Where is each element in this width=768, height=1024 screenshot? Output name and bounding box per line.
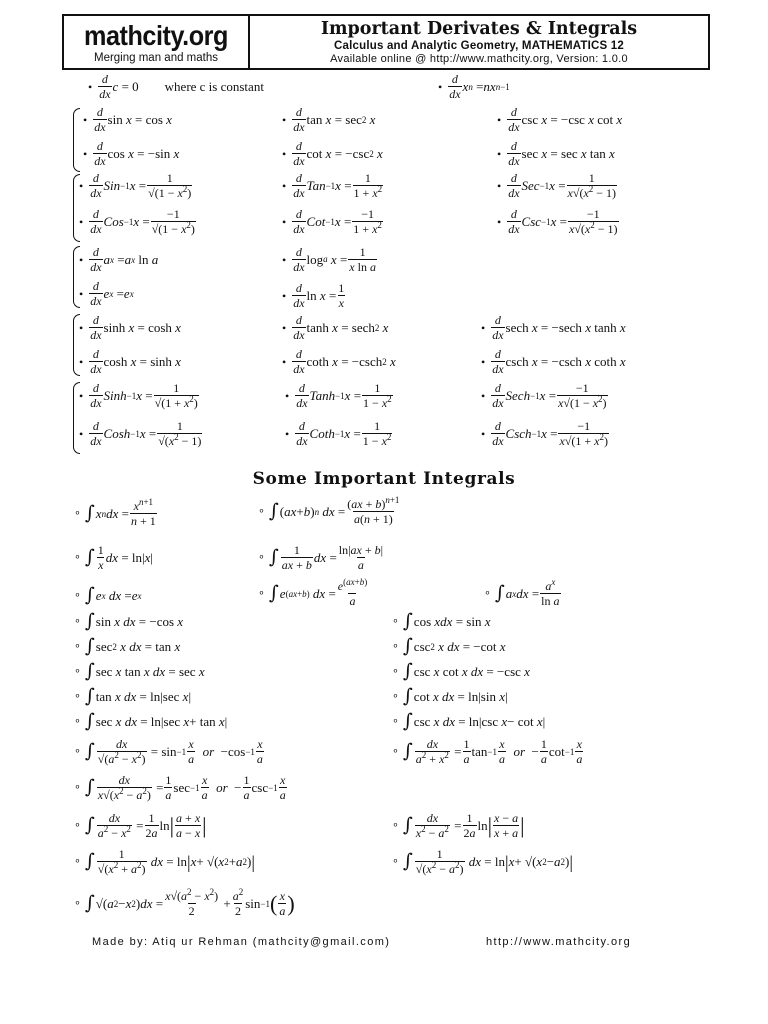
deriv-arcsch: • d dx Csch −1 x = −1 $x√(1 + x^2)$ — [481, 419, 608, 448]
brand-logo[interactable]: mathcity.org — [84, 19, 228, 51]
deriv-cot: • d dx cot x = −csc 2 x — [282, 139, 383, 168]
deriv-csch: • d dx csch x = −csch x coth x — [481, 347, 626, 376]
int-sec2: ∘ ∫ sec 2 x dx = tan x — [74, 635, 181, 657]
deriv-ln: • d dx ln x = 1 x — [282, 281, 345, 310]
int-sectan: ∘ ∫ sec x tan x dx = sec x — [74, 660, 205, 682]
int-tan: ∘ ∫ tan x dx = ln|sec x | — [74, 685, 192, 707]
deriv-arcoth: • d dx Coth −1 x = 1 $1 - x^2$ — [285, 419, 392, 448]
deriv-tanh: • d dx tanh x = sech 2 x — [282, 313, 389, 342]
bracket-trig — [73, 108, 80, 172]
deriv-arccos: • d dx Cos −1 x = −1 $√(1 - x^2)$ — [79, 207, 195, 236]
deriv-constant: • d dx c = 0 where c is constant — [88, 72, 264, 101]
int-arsinh-form: ∘ ∫ 1 $√(x^2 + a^2)$ dx = ln | x + √( x 2 + a 2 ) | — [74, 847, 255, 876]
int-arcsin: ∘ ∫ dx $√(a^2 - x^2)$ = sin −1 x a or −cos −1 x a — [74, 737, 263, 766]
int-sec: ∘ ∫ sec x dx = ln|sec x + tan x | — [74, 710, 228, 732]
deriv-arcsec: • d dx Sec −1 x = 1 $x√(x^2 - 1)$ — [497, 171, 617, 200]
deriv-power: • d dx x n = nx n−1 — [438, 72, 510, 101]
footer-url[interactable]: http://www.mathcity.org — [486, 936, 632, 948]
int-reciprocal: ∘ ∫ 1 x dx = ln| x | — [74, 543, 154, 572]
deriv-arcosh: • d dx Cosh −1 x = 1 $√(x^2 - 1)$ — [79, 419, 202, 448]
deriv-ax: • d dx a x = a x ln a — [79, 245, 159, 274]
or-word: or — [216, 780, 228, 795]
int-power: ∘ ∫ x n dx = $x^{n+1}$ n + 1 — [74, 497, 156, 528]
int-csccot: ∘ ∫ csc x cot x dx = −csc x — [392, 660, 530, 682]
or-word: or — [513, 744, 526, 759]
page-subtitle: Calculus and Analytic Geometry, MATHEMATICS 12 — [334, 39, 624, 52]
deriv-arccot: • d dx Cot −1 x = −1 $1 + x^2$ — [282, 207, 382, 236]
deriv-sin: • d dx sin x = cos x — [83, 105, 172, 134]
title-block — [250, 16, 708, 68]
int-x2-minus-a2: ∘ ∫ dx $x^2 - a^2$ = 1 2a ln | x − a x + a | — [392, 811, 525, 840]
deriv-arsech: • d dx Sech −1 x = −1 $x√(1 - x^2)$ — [481, 381, 607, 410]
int-cos: ∘ ∫ cos x dx = sin x — [392, 610, 491, 632]
int-a2-minus-x2: ∘ ∫ dx $a^2 - x^2$ = 1 2a ln | a + x a − x | — [74, 811, 207, 840]
deriv-arsinh: • d dx Sinh −1 x = 1 $√(1 + x^2)$ — [79, 381, 198, 410]
int-arcosh-form: ∘ ∫ 1 $√(x^2 - a^2)$ dx = ln | x + √( x 2 − a 2 ) | — [392, 847, 573, 876]
int-ax: ∘ ∫ a x dx = $a^x$ ln a — [484, 577, 560, 608]
deriv-sec: • d dx sec x = sec x tan x — [497, 139, 615, 168]
constant-note-text: where c is constant — [164, 79, 264, 94]
int-arcsec: ∘ ∫ dx $x√(x^2 - a^2)$ = 1 a sec −1 x a or − 1 a csc −1 x a — [74, 773, 286, 802]
int-cot: ∘ ∫ cot x dx = ln|sin x | — [392, 685, 508, 707]
deriv-coth: • d dx coth x = −csch 2 x — [282, 347, 396, 376]
deriv-sinh: • d dx sinh x = cosh x — [79, 313, 181, 342]
header-box — [62, 14, 710, 70]
footer-author: Made by: Atiq ur Rehman (mathcity@gmail.com) — [92, 936, 391, 948]
deriv-sech: • d dx sech x = −sech x tanh x — [481, 313, 626, 342]
brand-block — [64, 16, 250, 68]
int-linear-reciprocal: ∘ ∫ 1 ax + b dx = ln|ax + b| a — [258, 543, 384, 572]
int-linear-power: ∘ ∫ ( ax + b ) n dx = (ax + b)$^{n+1}$ a(n + 1) — [258, 495, 400, 526]
deriv-arcsin: • d dx Sin −1 x = 1 $√(1 - x^2)$ — [79, 171, 192, 200]
page-title: Important Derivates & Integrals — [320, 18, 638, 39]
int-csc: ∘ ∫ csc x dx = ln|csc x − cot x | — [392, 710, 546, 732]
integrals-heading: Some Important Integrals — [252, 469, 516, 489]
int-arctan: ∘ ∫ dx $a^2 + x^2$ = 1 a tan −1 x a or − 1 a cot −1 x a — [392, 737, 583, 766]
deriv-tan: • d dx tan x = sec 2 x — [282, 105, 376, 134]
brand-tagline: Merging man and maths — [93, 51, 218, 64]
deriv-artanh: • d dx Tanh −1 x = 1 $1 - x^2$ — [285, 381, 392, 410]
deriv-csc: • d dx csc x = −csc x cot x — [497, 105, 623, 134]
availability-line: Available online @ http://www.mathcity.org, Version: 1.0.0 — [330, 52, 628, 65]
int-csc2: ∘ ∫ csc 2 x dx = −cot x — [392, 635, 506, 657]
int-e-linear: ∘ ∫ e (ax+b) dx = $e^{(ax+b)}$ a — [258, 577, 368, 608]
deriv-ex: • d dx e x = e x — [79, 279, 134, 308]
constant-note — [165, 80, 264, 93]
deriv-cos: • d dx cos x = −sin x — [83, 139, 180, 168]
or-word: or — [202, 744, 215, 759]
deriv-arccsc: • d dx Csc −1 x = −1 $x√(x^2 - 1)$ — [497, 207, 618, 236]
deriv-loga: • d dx log a x = 1 x ln a — [282, 245, 376, 274]
deriv-cosh: • d dx cosh x = sinh x — [79, 347, 181, 376]
int-sqrt-a2-minus-x2: ∘ ∫ √( a 2 − x 2 ) dx = $x√(a^2 - x^2)$ 2 + $a^2$ 2 sin −1 ( x a ) — [74, 887, 295, 918]
int-sin: ∘ ∫ sin x dx = −cos x — [74, 610, 184, 632]
deriv-arctan: • d dx Tan −1 x = 1 $1 + x^2$ — [282, 171, 383, 200]
int-ex: ∘ ∫ e x dx = e x — [74, 584, 142, 606]
